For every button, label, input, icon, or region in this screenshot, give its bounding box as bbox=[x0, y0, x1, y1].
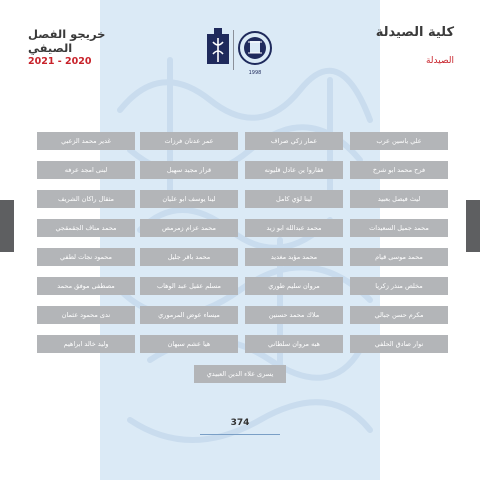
graduate-name: يسرى علاء الدين العبيدي bbox=[194, 365, 286, 383]
graduate-name: فقاروا ين عادل قليونه bbox=[245, 161, 343, 179]
left-side-tab bbox=[0, 200, 14, 252]
graduate-name: لينا لؤي كامل bbox=[245, 190, 343, 208]
faculty-title: كلية الصيدلة bbox=[375, 25, 454, 40]
graduate-name: مخلص منذر زكريا bbox=[350, 277, 448, 295]
graduate-name: مروان سليم طوري bbox=[245, 277, 343, 295]
graduate-name: محمد مؤيد مغديد bbox=[245, 248, 343, 266]
logo-year-label: 1998 bbox=[248, 70, 262, 76]
graduate-name: قرار مجيد سهيل bbox=[140, 161, 238, 179]
graduate-name: محمود نجات لطفي bbox=[37, 248, 135, 266]
department-title: الصيدلة bbox=[425, 56, 454, 66]
graduate-name: هيا عشم سبهان bbox=[140, 335, 238, 353]
academic-year: 2021 - 2020 bbox=[28, 56, 92, 67]
graduate-name: فرح محمد ابو شرخ bbox=[350, 161, 448, 179]
graduate-name: ليث فيصل بعبيد bbox=[350, 190, 448, 208]
graduate-name: محمد عزام زمرمص bbox=[140, 219, 238, 237]
graduate-name: ندى محمود عثمان bbox=[37, 306, 135, 324]
graduates-title: خريجو الفصل الصيفي bbox=[28, 27, 106, 55]
graduate-name: وليد خالد ابراهيم bbox=[37, 335, 135, 353]
graduate-name: غدير محمد الزعبي bbox=[37, 132, 135, 150]
graduate-name: لينا يوسف ابو عليان bbox=[140, 190, 238, 208]
graduate-name: ملاك محمد حسنين bbox=[245, 306, 343, 324]
graduate-name: علي ياسين عرب bbox=[350, 132, 448, 150]
graduate-name: لبنى امجد عرفه bbox=[37, 161, 135, 179]
logo-svg bbox=[205, 24, 277, 78]
university-logo bbox=[205, 24, 277, 78]
graduate-name: ميساء عوض المرموري bbox=[140, 306, 238, 324]
graduate-name: محمد موسى قيام bbox=[350, 248, 448, 266]
graduate-name: نوار صادق الحلفي bbox=[350, 335, 448, 353]
graduate-name: هبه مروان سلطاني bbox=[245, 335, 343, 353]
graduate-name: مصطفى موفق محمد bbox=[37, 277, 135, 295]
graduate-name: محمد جميل السعيدات bbox=[350, 219, 448, 237]
graduate-name: عمار زكي صراف bbox=[245, 132, 343, 150]
graduate-name: محمد مناف الجقمقجي bbox=[37, 219, 135, 237]
graduate-name: عمر عدنان فرزات bbox=[140, 132, 238, 150]
logo-emblem-right bbox=[239, 32, 271, 64]
graduate-name: مكرم حسن جبالي bbox=[350, 306, 448, 324]
page-number-underline bbox=[200, 434, 280, 435]
right-side-tab bbox=[466, 200, 480, 252]
page-number: 374 bbox=[230, 418, 250, 428]
graduate-name: محمد عبدالله ابو زيد bbox=[245, 219, 343, 237]
graduate-name: محمد باقر جليل bbox=[140, 248, 238, 266]
graduate-name: مسلم عقيل عبد الوهاب bbox=[140, 277, 238, 295]
graduate-name: مثقال راكان الشريف bbox=[37, 190, 135, 208]
